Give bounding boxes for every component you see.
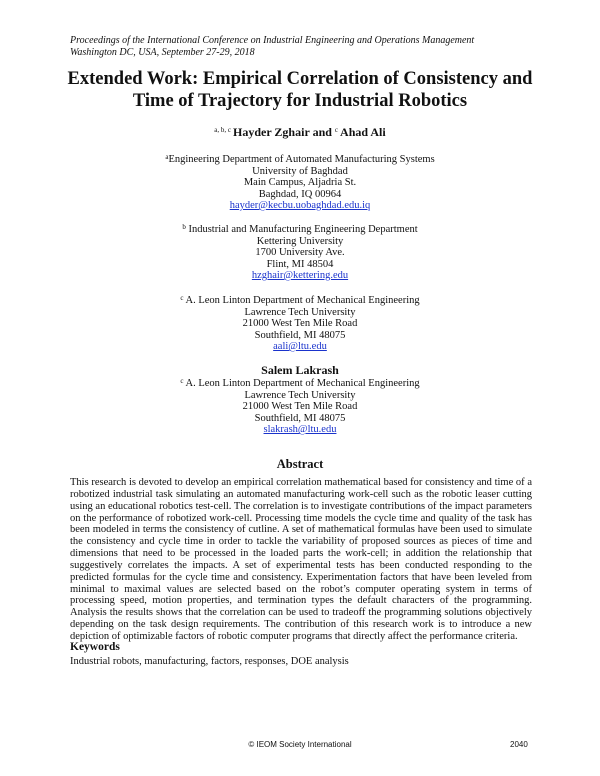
paper-title [40,68,560,112]
author-line [0,125,600,140]
affiliation-c-superscript: c [180,294,184,302]
affiliation-a-line2: University of Baghdad [252,165,348,177]
affiliation-a-email-link[interactable]: hayder@kecbu.uobaghdad.edu.iq [229,200,371,211]
author3-name: Salem Lakrash [261,363,339,377]
author1-name: Hayder Zghair [232,125,310,139]
affiliation-c-line1: A. Leon Linton Department of Mechanical Engineering [185,295,420,306]
affiliation-b-line2: Kettering University [256,235,344,247]
proceedings-line-1: Proceedings of the International Conference on Industrial Engineering and Operations Management [70,35,475,46]
affiliation-b-email-link[interactable]: hzghair@kettering.edu [251,270,349,281]
author-and: and [312,125,332,139]
affiliation-c2-superscript: c [180,377,184,385]
affiliation-c2-line4: Southfield, MI 48075 [254,412,346,424]
footer-page-number: 2040 [510,740,528,749]
title-line-2: Time of Trajectory for Industrial Robotics [132,91,468,111]
author2-name: Ahad Ali [340,125,386,139]
affiliation-a [0,152,600,212]
affiliation-b-line4: Flint, MI 48504 [266,258,334,270]
affiliation-b-line3: 1700 University Ave. [255,247,345,258]
affiliation-c2-line3: 21000 West Ten Mile Road [242,401,358,412]
affiliation-c-line3: 21000 West Ten Mile Road [242,318,358,329]
footer-copyright: © IEOM Society International [248,740,352,749]
affiliation-c-email-link[interactable]: aali@ltu.edu [273,341,327,352]
author2-superscript: c [334,126,339,134]
affiliation-b-line1: Industrial and Manufacturing Engineering Department [188,224,418,235]
affiliation-a-line4: Baghdad, IQ 00964 [258,188,342,200]
affiliation-c2-email-link[interactable]: slakrash@ltu.edu [263,424,337,435]
abstract-heading: Abstract [276,457,324,471]
affiliation-b-superscript: b [182,223,186,231]
affiliation-a-line3: Main Campus, Aljadria St. [243,177,357,188]
affiliation-a-superscript: a [165,153,169,161]
affiliation-b [0,222,600,282]
affiliation-c [0,293,600,353]
keywords-heading: Keywords [70,641,120,653]
title-line-1: Extended Work: Empirical Correlation of Consistency and [67,69,533,89]
abstract-text: This research is devoted to develop an empirical correlation mathematical based for consistency and time of a robotized industrial task simulating an automated manufacturing work-cell such as the robotic leaser cutting using an educational robotics test-cell. The correlation is to investigate contributions of the impact parameters on the performance of robotized work-cell. Processing time models the cycle time and quality of the task has been modeled in terms the consistency of cutline. A set of mathematical formulas have been used to simulate the consistency and cycle time in order to tackle the variability of proposed sources as pieces of time and dimensions that need to be processed in the loaded parts the work-cell; in addition the relationship that suggestively correlates the impacts. A set of experimental tests has been conducted responding to the predicted formulas for the cycle time and consistency. Experimentation factors that have been leveled from minimal to maximal values are selected based on the robot’s computer operating system in terms of processing speed, motion properties, and termination types the default characters of the programming. Analysis the results shows that the correlation can be used to tradeoff the programming solutions objectively depending on the task design requirements. The contribution of this research work is to introduce a new depiction of optimizable factors of robotic computer programs that directly affect the performance criteria. [70,477,532,642]
affiliation-a-line1: Engineering Department of Automated Manufacturing Systems [168,154,435,165]
affiliation-c2 [0,376,600,436]
keywords-text: Industrial robots, manufacturing, factors, responses, DOE analysis [70,656,349,667]
proceedings-line-2: Washington DC, USA, September 27-29, 2018 [70,47,255,58]
author1-superscript: a, b, c [214,126,231,134]
affiliation-c-line2: Lawrence Tech University [244,306,356,318]
proceedings-header [70,35,474,59]
affiliation-c-line4: Southfield, MI 48075 [254,329,346,341]
affiliation-c2-line1: A. Leon Linton Department of Mechanical Engineering [185,378,420,389]
affiliation-c2-line2: Lawrence Tech University [244,389,356,401]
